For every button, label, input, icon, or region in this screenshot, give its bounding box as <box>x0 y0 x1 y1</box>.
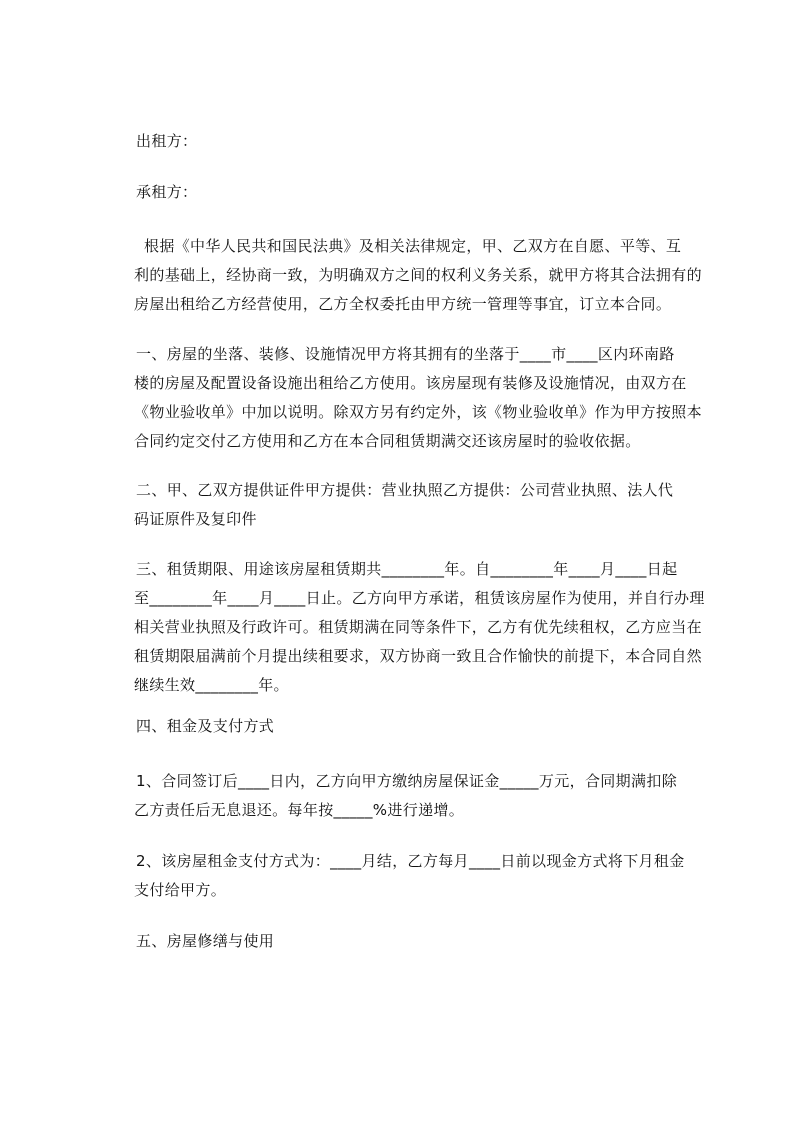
text-line: 楼的房屋及配置设备设施出租给乙方使用。该房屋现有装修及设施情况，由双方在 <box>134 374 687 392</box>
text-line: 2、该房屋租金支付方式为：____月结，乙方每月____日前以现金方式将下月租金 <box>136 852 685 870</box>
lessee-line <box>136 178 197 207</box>
clause-5-heading <box>136 927 274 956</box>
text-line: 码证原件及复印件 <box>134 510 257 528</box>
preamble-paragraph <box>136 232 702 319</box>
text-line: 至________年____月____日止。乙方向甲方承诺，租赁该房屋作为使用，并自行办理 <box>134 589 705 607</box>
clause-4-heading <box>136 712 274 741</box>
clause-2-paragraph <box>136 476 673 534</box>
text-line: 1、合同签订后____日内，乙方向甲方缴纳房屋保证金_____万元，合同期满扣除 <box>136 772 678 790</box>
text-line: 三、租赁期限、用途该房屋租赁期共________年。自________年____月____日起 <box>136 560 678 578</box>
text-line: 根据《中华人民共和国民法典》及相关法律规定，甲、乙双方在自愿、平等、互 <box>144 237 682 255</box>
text-line: 《物业验收单》中加以说明。除双方另有约定外，该《物业验收单》作为甲方按照本 <box>134 403 702 421</box>
text-line: 五、房屋修缮与使用 <box>136 932 275 950</box>
text-line: 承租方： <box>136 183 198 201</box>
text-line: 租赁期限届满前个月提出续租要求，双方协商一致且合作愉快的前提下，本合同自然 <box>134 647 702 665</box>
text-line: 房屋出租给乙方经营使用，乙方全权委托由甲方统一管理等事宜，订立本合同。 <box>134 295 672 313</box>
text-line: 二、甲、乙双方提供证件甲方提供：营业执照乙方提供：公司营业执照、法人代 <box>136 481 674 499</box>
text-line: 一、房屋的坐落、装修、设施情况甲方将其拥有的坐落于____市____区内环南路 <box>136 345 675 363</box>
clause-4-2-paragraph <box>136 847 685 905</box>
text-line: 继续生效________年。 <box>134 676 289 694</box>
lessor-line <box>136 127 197 156</box>
text-line: 乙方责任后无息退还。每年按_____%进行递增。 <box>134 801 465 819</box>
text-line: 合同约定交付乙方使用和乙方在本合同租赁期满交还该房屋时的验收依据。 <box>134 432 641 450</box>
text-line: 利的基础上，经协商一致，为明确双方之间的权利义务关系，就甲方将其合法拥有的 <box>134 266 702 284</box>
clause-3-paragraph <box>136 555 705 700</box>
clause-4-1-paragraph <box>136 767 677 825</box>
text-line: 出租方： <box>136 132 198 150</box>
clause-1-paragraph <box>136 340 702 456</box>
text-line: 相关营业执照及行政许可。租赁期满在同等条件下，乙方有优先续租权，乙方应当在 <box>134 618 702 636</box>
text-line: 支付给甲方。 <box>134 881 227 899</box>
text-line: 四、租金及支付方式 <box>136 717 275 735</box>
